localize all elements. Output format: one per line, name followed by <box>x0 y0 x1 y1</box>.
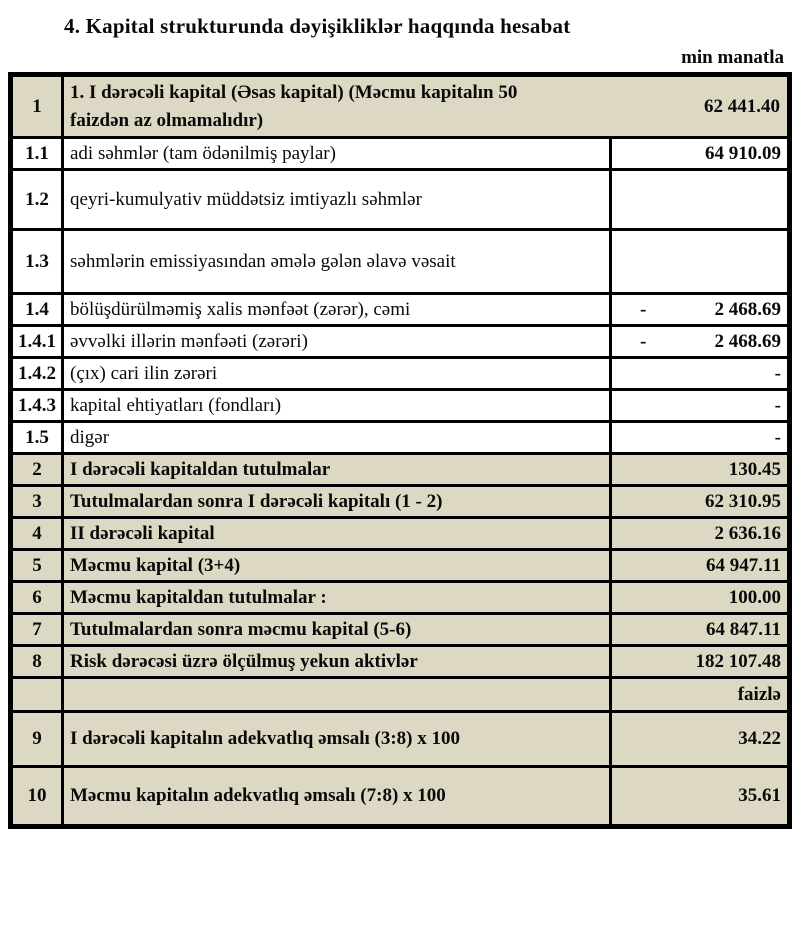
row-amount: 2 468.69 <box>714 330 781 352</box>
row-label: Məcmu kapital (3+4) <box>63 550 611 582</box>
row-number: 1.5 <box>11 422 63 454</box>
row-number: 3 <box>11 486 63 518</box>
row-value: 64 910.09 <box>611 138 790 170</box>
row-label: I dərəcəli kapitaldan tutulmalar <box>63 454 611 486</box>
row-label: I dərəcəli kapitalın adekvatlıq əmsalı (3:8) x 100 <box>63 712 611 767</box>
row-number <box>11 678 63 712</box>
row-value: 34.22 <box>611 712 790 767</box>
row-value <box>611 230 790 294</box>
table-row <box>11 646 790 678</box>
row-label: kapital ehtiyatları (fondları) <box>63 390 611 422</box>
row-number: 4 <box>11 518 63 550</box>
table-row <box>11 518 790 550</box>
row-value: 182 107.48 <box>611 646 790 678</box>
table-row <box>11 422 790 454</box>
row-number: 1.4.3 <box>11 390 63 422</box>
table-row <box>11 326 790 358</box>
table-row <box>11 75 790 138</box>
table-row <box>11 550 790 582</box>
capital-structure-table <box>8 72 792 829</box>
report-title: 4. Kapital strukturunda dəyişikliklər haqqında hesabat <box>64 14 571 38</box>
row-label: (çıx) cari ilin zərəri <box>63 358 611 390</box>
row-label <box>63 678 611 712</box>
table-row <box>11 138 790 170</box>
row-value: 130.45 <box>611 454 790 486</box>
row-number: 1.4 <box>11 294 63 326</box>
row-number: 5 <box>11 550 63 582</box>
row-label: Risk dərəcəsi üzrə ölçülmuş yekun aktivlər <box>63 646 611 678</box>
table-row <box>11 390 790 422</box>
table-row <box>11 170 790 230</box>
row-value: 62 441.40 <box>704 95 780 117</box>
row-value <box>611 294 790 326</box>
row-number: 8 <box>11 646 63 678</box>
row-number: 1 <box>11 75 63 138</box>
row-number: 1.1 <box>11 138 63 170</box>
row-label: digər <box>63 422 611 454</box>
unit-label: min manatla <box>681 47 784 68</box>
table-row <box>11 454 790 486</box>
row-label: bölüşdürülməmiş xalis mənfəət (zərər), cəmi <box>63 294 611 326</box>
table-row <box>11 767 790 827</box>
row-number: 1.3 <box>11 230 63 294</box>
row-label: Məcmu kapitaldan tutulmalar : <box>63 582 611 614</box>
row-number: 10 <box>11 767 63 827</box>
row-label: adi səhmlər (tam ödənilmiş paylar) <box>63 138 611 170</box>
row-number: 1.4.1 <box>11 326 63 358</box>
row-number: 7 <box>11 614 63 646</box>
table-row <box>11 230 790 294</box>
row-number: 2 <box>11 454 63 486</box>
table-row <box>11 294 790 326</box>
table-row <box>11 712 790 767</box>
row-value: 64 947.11 <box>611 550 790 582</box>
row-value: - <box>611 390 790 422</box>
table-row <box>11 582 790 614</box>
row-value: - <box>611 422 790 454</box>
row-value <box>611 170 790 230</box>
table-row <box>11 486 790 518</box>
row-value: - <box>611 358 790 390</box>
row-label: əvvəlki illərin mənfəəti (zərəri) <box>63 326 611 358</box>
row-label: 1. I dərəcəli kapital (Əsas kapital) (Məcmu kapitalın 50 faizdən az olmamalıdır) <box>70 82 518 131</box>
row-label: II dərəcəli kapital <box>63 518 611 550</box>
table-row <box>11 358 790 390</box>
row-number: 1.4.2 <box>11 358 63 390</box>
row-label: Tutulmalardan sonra məcmu kapital (5-6) <box>63 614 611 646</box>
row-amount: 2 468.69 <box>714 298 781 320</box>
row-label-value-cell <box>63 75 790 138</box>
percent-unit-label: faizlə <box>611 678 790 712</box>
row-number: 6 <box>11 582 63 614</box>
table-row <box>11 678 790 712</box>
row-label: səhmlərin emissiyasından əmələ gələn əlavə vəsait <box>63 230 611 294</box>
row-number: 1.2 <box>11 170 63 230</box>
row-value: 62 310.95 <box>611 486 790 518</box>
row-label: Məcmu kapitalın adekvatlıq əmsalı (7:8) x 100 <box>63 767 611 827</box>
row-value: 35.61 <box>611 767 790 827</box>
row-label: Tutulmalardan sonra I dərəcəli kapitalı (1 - 2) <box>63 486 611 518</box>
row-value: 2 636.16 <box>611 518 790 550</box>
table-row <box>11 614 790 646</box>
row-label: qeyri-kumulyativ müddətsiz imtiyazlı səhmlər <box>63 170 611 230</box>
minus-sign: - <box>640 298 647 320</box>
row-value: 64 847.11 <box>611 614 790 646</box>
row-value: 100.00 <box>611 582 790 614</box>
row-value <box>611 326 790 358</box>
minus-sign: - <box>640 330 647 352</box>
row-number: 9 <box>11 712 63 767</box>
